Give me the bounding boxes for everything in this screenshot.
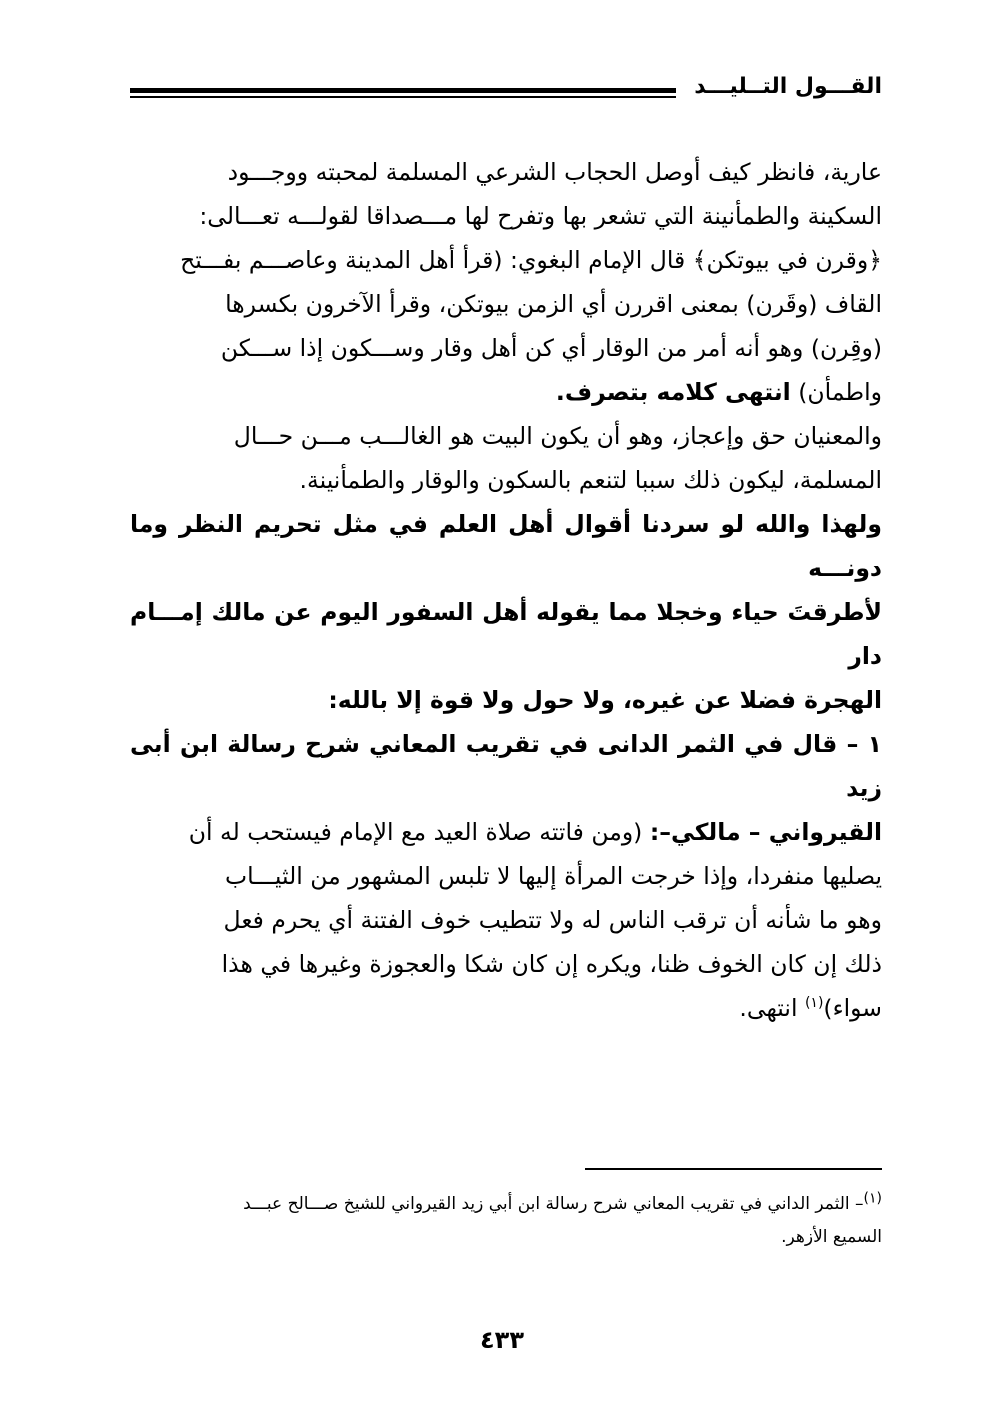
page-number: ٤٣٣ [480, 1326, 524, 1354]
text-line [130, 810, 882, 854]
quote-start: (ومن فاتته صلاة العيد مع الإمام فيستحب له أن [188, 818, 643, 846]
header-rule-thin [130, 96, 676, 98]
footnote-marker: (١) [863, 1190, 882, 1207]
body-text [130, 150, 882, 1030]
header-rule-thick [130, 88, 676, 93]
footnote-line [130, 1188, 882, 1221]
footnote-line: السميع الأزهر. [781, 1227, 882, 1247]
footnote-separator [585, 1168, 882, 1170]
text-line: ﴿وقرن في بيوتكن﴾ قال الإمام البغوي: (قرأ أهل المدينة وعاصـــم بفـــتح [180, 246, 882, 274]
text-line: وهو ما شأنه أن ترقب الناس له ولا تتطيب خوف الفتنة أي يحرم فعل [223, 906, 882, 934]
text-line: (وقِرن) وهو أنه أمر من الوقار أي كن أهل وقار وســـكون إذا ســـكن [220, 334, 882, 362]
text-line: ١ – قال في الثمر الدانى في تقريب المعاني شرح رسالة ابن أبى زيد [130, 730, 882, 802]
text-line: ولهذا والله لو سردنا أقوال أهل العلم في مثل تحريم النظر وما دونـــه [130, 510, 882, 582]
text-line: لأطرقتَ حياء وخجلا مما يقوله أهل السفور اليوم عن مالك إمـــام دار [130, 598, 882, 670]
text-line: المسلمة، ليكون ذلك سببا لتنعم بالسكون والوقار والطمأنينة. [299, 466, 882, 494]
text-line: السكينة والطمأنينة التي تشعر بها وتفرح لها مـــصداقا لقولـــه تعـــالى: [199, 202, 882, 230]
footnote [130, 1188, 882, 1254]
text-line: عارية، فانظر كيف أوصل الحجاب الشرعي المسلمة لمحبته ووجـــود [227, 158, 882, 186]
bold-source: القيرواني – مالكي–: [649, 818, 882, 846]
text-line: الهجرة فضلا عن غيره، ولا حول ولا قوة إلا بالله: [328, 686, 882, 714]
text-line: يصليها منفردا، وإذا خرجت المرأة إليها لا تلبس المشهور من الثيـــاب [224, 862, 882, 890]
text-line: القاف (وقَرن) بمعنى اقررن أي الزمن بيوتكن، وقرأ الآخرون بكسرها [225, 290, 882, 318]
quote-end: واطمأن) [798, 378, 882, 406]
footnote-text: – الثمر الداني في تقريب المعاني شرح رسالة ابن أبي زيد القيرواني للشيخ صـــالح عبـــد [243, 1194, 864, 1214]
text-line [130, 370, 882, 414]
running-title: القـــول التــليـــد [694, 74, 882, 99]
remark: انتهى. [739, 994, 805, 1022]
running-header [130, 74, 882, 114]
footnote-reference[interactable]: (١) [804, 995, 824, 1012]
text-line: ذلك إن كان الخوف ظنا، ويكره إن كان شكا والعجوزة وغيرها في هذا [221, 950, 882, 978]
text-line: والمعنيان حق وإعجاز، وهو أن يكون البيت هو الغالـــب مـــن حـــال [233, 422, 882, 450]
quote-end: سواء) [823, 994, 882, 1022]
text-line [130, 986, 882, 1030]
bold-remark: انتهى كلامه بتصرف. [555, 378, 791, 406]
